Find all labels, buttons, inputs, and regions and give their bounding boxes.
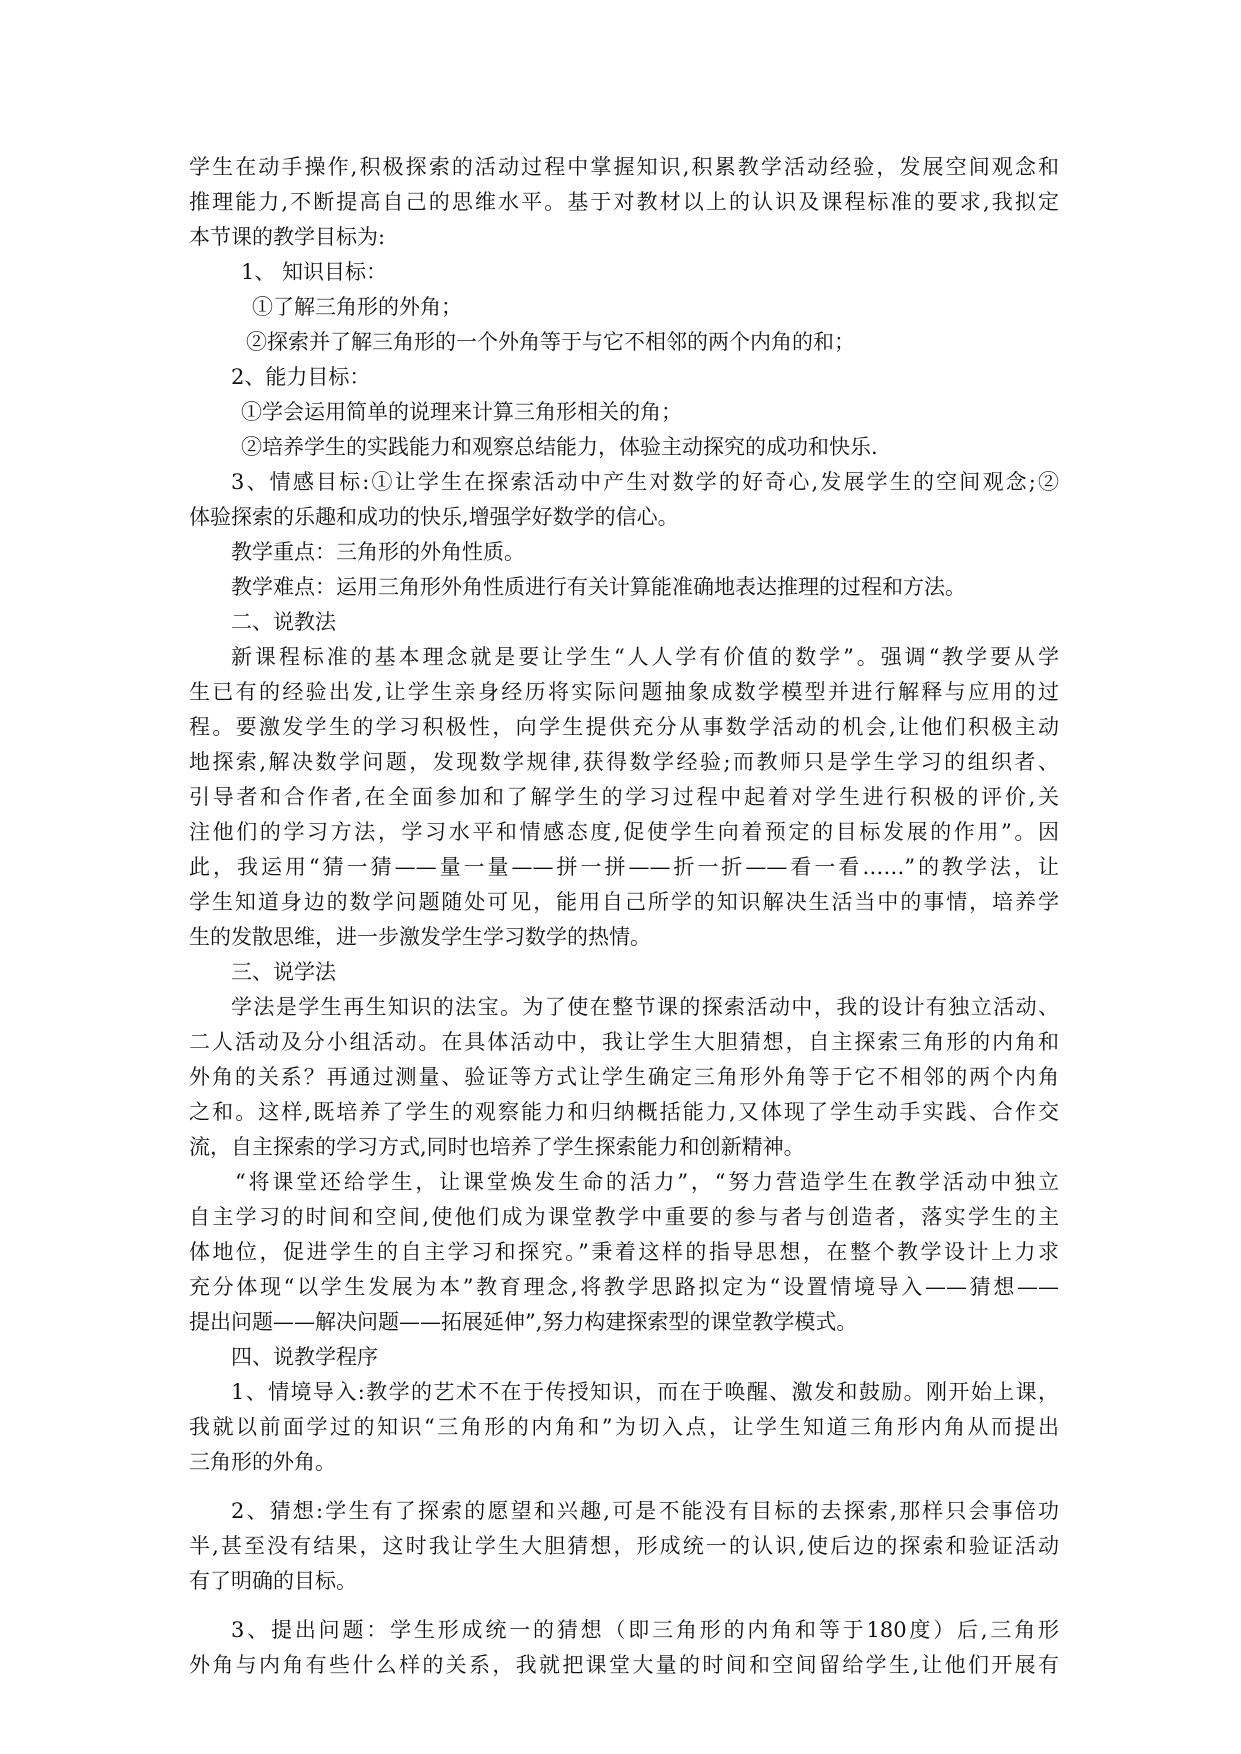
text-line: 体验探索的乐趣和成功的快乐,增强学好数学的信心。 (189, 505, 679, 529)
text-line: 程。要激发学生的学习积极性，向学生提供充分从事数学活动的机会,让他们积极主动 (189, 715, 1059, 739)
list-item: ②培养学生的实践能力和观察总结能力，体验主动探究的成功和快乐. (241, 435, 878, 459)
text-line: 学生在动手操作,积极探索的活动过程中掌握知识,积累教学活动经验，发展空间观念和 (189, 155, 1059, 179)
text-line: 提出问题——解决问题——拓展延伸”,努力构建探索型的课堂教学模式。 (189, 1310, 858, 1334)
text-line: 新课程标准的基本理念就是要让学生“人人学有价值的数学”。强调“教学要从学 (231, 645, 1059, 669)
text-line: 三角形的外角。 (189, 1450, 336, 1474)
text-line: 生的发散思维，进一步激发学生学习数学的热情。 (189, 925, 651, 949)
list-item: ①了解三角形的外角； (252, 295, 462, 319)
text-line: “将课堂还给学生，让课堂焕发生命的活力”，“努力营造学生在教学活动中独立 (235, 1170, 1059, 1194)
text-line: 二人活动及分小组活动。在具体活动中，我让学生大胆猜想，自主探索三角形的内角和 (189, 1030, 1059, 1054)
list-item: ①学会运用简单的说理来计算三角形相关的角； (241, 400, 682, 424)
text-line: 有了明确的目标。 (189, 1569, 357, 1593)
text-line: 3、情感目标:①让学生在探索活动中产生对数学的好奇心,发展学生的空间观念;② (231, 470, 1059, 494)
text-line: 外角与内角有些什么样的关系，我就把课堂大量的时间和空间留给学生,让他们开展有 (189, 1653, 1059, 1677)
text-line: 学生知道身边的数学问题随处可见，能用自己所学的知识解决生活当中的事情，培养学 (189, 890, 1059, 914)
text-line: 此，我运用“猜一猜——量一量——拼一拼——折一折——看一看……”的教学法，让 (189, 855, 1059, 879)
text-line: 1、情境导入:教学的艺术不在于传授知识，而在于唤醒、激发和鼓励。刚开始上课， (231, 1380, 1059, 1404)
text-line: 注他们的学习方法，学习水平和情感态度,促使学生向着预定的目标发展的作用”。因 (189, 820, 1059, 844)
text-line: 学法是学生再生知识的法宝。为了使在整节课的探索活动中，我的设计有独立活动、 (231, 995, 1059, 1019)
text-line: 推理能力,不断提高自己的思维水平。基于对教材以上的认识及课程标准的要求,我拟定 (189, 190, 1059, 214)
text-line: 本节课的教学目标为: (189, 225, 386, 249)
text-line: 体地位，促进学生的自主学习和探究。”秉着这样的指导思想，在整个教学设计上力求 (189, 1240, 1059, 1264)
teaching-focus: 教学重点：三角形的外角性质。 (231, 540, 525, 564)
text-line: 引导者和合作者,在全面参加和了解学生的学习过程中起着对学生进行积极的评价,关 (189, 785, 1059, 809)
text-line: 流，自主探索的学习方式,同时也培养了学生探索能力和创新精神。 (189, 1135, 805, 1159)
document-body (189, 150, 1059, 1683)
section-heading-learning-method: 三、说学法 (231, 960, 336, 984)
text-line: 自主学习的时间和空间,使他们成为课堂教学中重要的参与者与创造者，落实学生的主 (189, 1205, 1059, 1229)
text-line: 之和。这样,既培养了学生的观察能力和归纳概括能力,又体现了学生动手实践、合作交 (189, 1100, 1059, 1124)
text-line: 生已有的经验出发,让学生亲身经历将实际问题抽象成数学模型并进行解释与应用的过 (189, 680, 1059, 704)
list-item: ②探索并了解三角形的一个外角等于与它不相邻的两个内角的和； (246, 330, 855, 354)
teaching-difficulty: 教学难点：运用三角形外角性质进行有关计算能准确地表达推理的过程和方法。 (231, 575, 966, 599)
text-line: 3、提出问题：学生形成统一的猜想（即三角形的内角和等于180度）后,三角形 (231, 1618, 1059, 1642)
text-line: 半,甚至没有结果，这时我让学生大胆猜想，形成统一的认识,使后边的探索和验证活动 (189, 1534, 1059, 1558)
text-line: 2、猜想:学生有了探索的愿望和兴趣,可是不能没有目标的去探索,那样只会事倍功 (231, 1499, 1059, 1523)
text-line: 充分体现“以学生发展为本”教育理念,将教学思路拟定为“设置情境导入——猜想—— (189, 1275, 1059, 1299)
text-line: 外角的关系？再通过测量、验证等方式让学生确定三角形外角等于它不相邻的两个内角 (189, 1065, 1059, 1089)
section-heading-teaching-procedure: 四、说教学程序 (231, 1345, 378, 1369)
section-heading-knowledge-goals: 1、 知识目标： (241, 260, 388, 284)
text-line: 地探索,解决数学问题，发现数学规律,获得数学经验;而教师只是学生学习的组织者、 (189, 750, 1059, 774)
section-heading-teaching-method: 二、说教法 (231, 610, 336, 634)
section-heading-ability-goals: 2、能力目标： (231, 365, 371, 389)
text-line: 我就以前面学过的知识“三角形的内角和”为切入点，让学生知道三角形内角从而提出 (189, 1415, 1059, 1439)
